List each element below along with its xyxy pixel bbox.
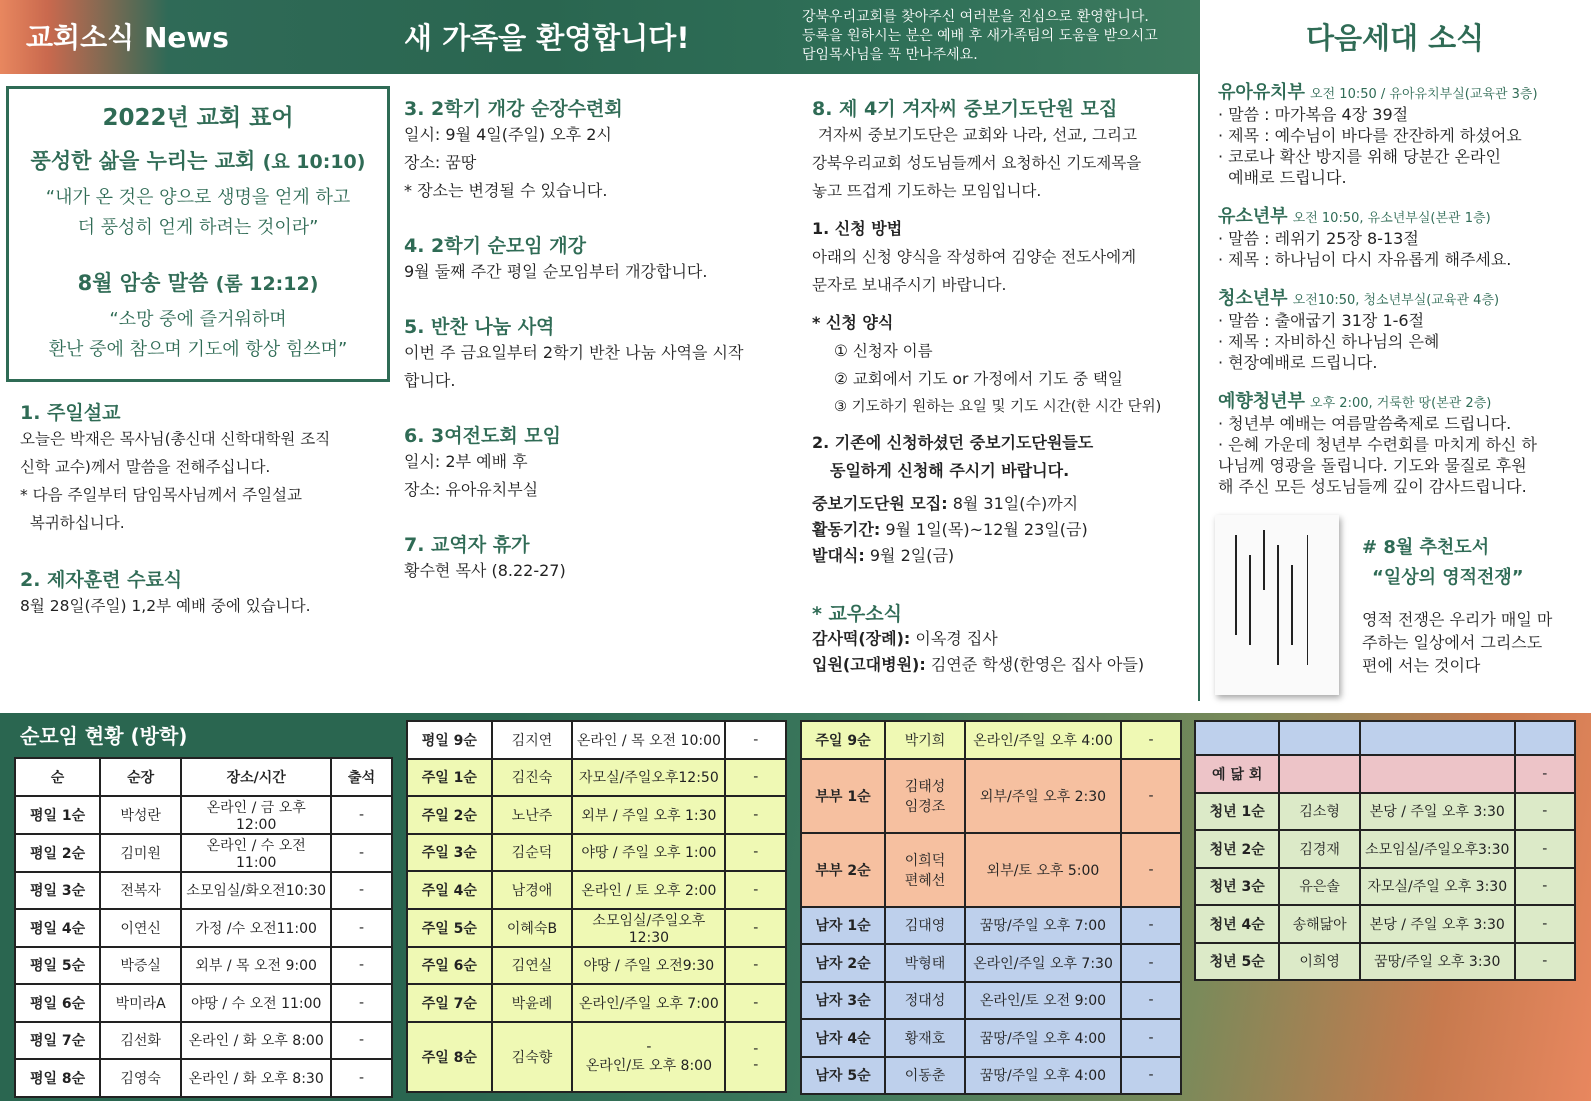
table-row — [407, 834, 786, 872]
book-name: “일상의 영적전쟁” — [1372, 567, 1524, 588]
church-motto-box — [6, 86, 390, 382]
attendance-cell: - — [725, 721, 786, 759]
group-name-cell: 평일 4순 — [15, 909, 100, 947]
leader-cell: 박기희 — [885, 721, 965, 759]
group-name-cell: 청년 4순 — [1195, 905, 1279, 943]
group-name-cell: 평일 8순 — [15, 1059, 100, 1097]
group-name-cell: 남자 2순 — [801, 944, 885, 982]
leader-cell: 이동춘 — [885, 1057, 965, 1095]
group-name-cell: 남자 3순 — [801, 982, 885, 1020]
attendance-cell: - — [331, 872, 392, 910]
group-name-cell: 예 닮 회 — [1195, 755, 1279, 793]
table-row — [1195, 793, 1575, 831]
place-time-cell: 야땅 / 주일 오후 1:00 — [572, 834, 725, 872]
table-row — [801, 907, 1181, 945]
group-name-cell: 주일 5순 — [407, 909, 492, 947]
attendance-cell: - — [331, 796, 392, 834]
group-table-4 — [1194, 720, 1576, 981]
leader-cell: 김선화 — [100, 1022, 181, 1060]
column-header: 순 — [15, 758, 100, 796]
attendance-cell: - — [1515, 868, 1575, 906]
place-time-cell: 온라인/주일 오후 7:30 — [965, 944, 1121, 982]
news-item: 5. 반찬 나눔 사역 이번 주 금요일부터 2학기 반찬 나눔 사역을 시작 합니다. — [404, 316, 744, 390]
prayer-dates: 중보기도단원 모집: 8월 31일(수)까지 활동기간: 9월 1일(목)~12월 23일(금) 발대식: 9월 2일(금) — [812, 494, 1088, 565]
leader-cell: 노난주 — [492, 796, 573, 834]
group-name-cell: 평일 7순 — [15, 1022, 100, 1060]
table-row — [801, 759, 1181, 833]
group-name-cell: 주일 3순 — [407, 834, 492, 872]
table-row — [407, 947, 786, 985]
leader-cell: 김대영 — [885, 907, 965, 945]
prayer-team-title: 8. 제 4기 겨자씨 중보기도단원 모집 — [812, 98, 1118, 120]
group-name-cell: 부부 2순 — [801, 833, 885, 907]
memory-verse-line: 환난 중에 참으며 기도에 항상 힘쓰며” — [48, 339, 348, 360]
column-header: 출석 — [331, 758, 392, 796]
dept-block: 청소년부 오전10:50, 청소년부실(교육관 4층) · 말씀 : 출애굽기 31장 1-6절 · 제목 : 자비하신 하나님의 은혜 · 현장예배로 드립니다. — [1218, 288, 1500, 372]
table-row — [15, 1059, 392, 1097]
news-item: 6. 3여전도회 모임 일시: 2부 예배 후 장소: 유아유치부실 — [404, 425, 562, 499]
place-time-cell: 온라인 / 금 오후 12:00 — [181, 796, 331, 834]
group-name-cell: 청년 1순 — [1195, 793, 1279, 831]
place-time-cell: 온라인 / 토 오후 2:00 — [572, 871, 725, 909]
group-name-cell: 남자 4순 — [801, 1019, 885, 1057]
place-time-cell: 온라인 / 화 오후 8:00 — [181, 1022, 331, 1060]
place-time-cell: 자모실/주일 오후 3:30 — [1360, 868, 1515, 906]
table-row — [15, 834, 392, 872]
attendance-cell: - — [1121, 944, 1181, 982]
attendance-cell: - — [1121, 1057, 1181, 1095]
place-time-cell: 꿈땅/주일 오후 3:30 — [1360, 943, 1515, 981]
leader-cell: 김숙향 — [492, 1022, 573, 1092]
leader-cell: 유은솔 — [1279, 868, 1359, 906]
news-title: 교회소식 News — [26, 21, 229, 54]
leader-cell: 김미원 — [100, 834, 181, 872]
leader-cell: 이연신 — [100, 909, 181, 947]
attendance-cell: - — [331, 1022, 392, 1060]
table-row — [801, 1057, 1181, 1095]
table-row — [407, 1022, 786, 1092]
attendance-cell: - — [1121, 721, 1181, 759]
leader-cell: 김태성 임경조 — [885, 759, 965, 833]
motto-verse-line: 더 풍성히 얻게 하려는 것이라” — [77, 217, 319, 238]
leader-cell: 박형태 — [885, 944, 965, 982]
place-time-cell: 온라인/주일 오후 4:00 — [965, 721, 1121, 759]
attendance-cell: - - — [725, 1022, 786, 1092]
welcome-text: 강북우리교회를 찾아주신 여러분을 진심으로 환영합니다. 등록을 원하시는 분은 예배 후 새가족팀의 도움을 받으시고 담임목사님을 꼭 만나주세요. — [802, 9, 1158, 63]
group-name-cell: 주일 6순 — [407, 947, 492, 985]
news-column-2 — [404, 94, 784, 611]
place-time-cell: 외부/주일 오후 2:30 — [965, 759, 1121, 833]
news-column-1 — [20, 398, 390, 646]
group-name-cell: 남자 5순 — [801, 1057, 885, 1095]
table-row — [407, 984, 786, 1022]
place-time-cell: 온라인 / 수 오전 11:00 — [181, 834, 331, 872]
table-header-row — [15, 758, 392, 796]
place-time-cell: - 온라인/토 오후 8:00 — [572, 1022, 725, 1092]
place-time-cell: 가정 /수 오전11:00 — [181, 909, 331, 947]
leader-cell: 송해닮아 — [1279, 905, 1359, 943]
book-cover-image — [1215, 515, 1339, 695]
group-name-cell: 주일 8순 — [407, 1022, 492, 1092]
attendance-cell: - — [331, 834, 392, 872]
place-time-cell: 본당 / 주일 오후 3:30 — [1360, 793, 1515, 831]
attendance-cell: - — [725, 834, 786, 872]
leader-cell: 박성란 — [100, 796, 181, 834]
leader-cell: 황재호 — [885, 1019, 965, 1057]
group-name-cell: 평일 6순 — [15, 984, 100, 1022]
attendance-cell: - — [725, 759, 786, 797]
leader-cell: 이희덕 편혜선 — [885, 833, 965, 907]
table-row — [15, 909, 392, 947]
place-time-cell: 소모임실/주일오후12:30 — [572, 909, 725, 947]
table-row — [15, 796, 392, 834]
attendance-cell — [1515, 721, 1575, 755]
table-row — [1195, 755, 1575, 793]
attendance-cell: - — [1515, 793, 1575, 831]
leader-cell: 이희영 — [1279, 943, 1359, 981]
table-row — [801, 982, 1181, 1020]
attendance-cell: - — [725, 796, 786, 834]
group-name-cell: 주일 7순 — [407, 984, 492, 1022]
group-name-cell: 평일 1순 — [15, 796, 100, 834]
table-row — [15, 947, 392, 985]
place-time-cell: 온라인 / 목 오전 10:00 — [572, 721, 725, 759]
table-row — [15, 1022, 392, 1060]
table-row — [15, 984, 392, 1022]
leader-cell: 김순덕 — [492, 834, 573, 872]
attendance-cell: - — [331, 1059, 392, 1097]
leader-cell: 김연실 — [492, 947, 573, 985]
attendance-cell: - — [725, 984, 786, 1022]
table-row — [407, 909, 786, 947]
column-header: 장소/시간 — [181, 758, 331, 796]
table-row — [801, 721, 1181, 759]
attendance-cell: - — [725, 947, 786, 985]
group-name-cell: 평일 5순 — [15, 947, 100, 985]
leader-cell: 김지연 — [492, 721, 573, 759]
attendance-cell: - — [1121, 833, 1181, 907]
member-news-title: * 교우소식 — [812, 603, 902, 625]
book-recommend-title: # 8월 추천도서 — [1362, 537, 1490, 558]
leader-cell: 박미라A — [100, 984, 181, 1022]
place-time-cell: 소모임실/화오전10:30 — [181, 872, 331, 910]
group-name-cell: 부부 1순 — [801, 759, 885, 833]
attendance-cell: - — [1121, 1019, 1181, 1057]
attendance-cell: - — [1121, 982, 1181, 1020]
news-column-3: 8. 제 4기 겨자씨 중보기도단원 모집 겨자씨 중보기도단은 교회와 나라, 선교, 그리고 강북우리교회 성도님들께서 요청하신 기도제목을 놓고 뜨겁게 기도하는 모임입니다. 1. 신청 방법 아래의 신청 양식을 작성하여 김양순 전도사에게 문자로 보내주시기 바랍니다. * 신청 양식 ① 신청자 이름 ② 교회에서 기도 or 가정에서 기도 중 택일 ③ 기도하기 원하는 요일 및 기도 시간(한 시간 단위) 2. 기존에 신청하셨던 중보기도단원들도 동일하게 신청해 주시기 바랍니다. 중보기도단원 모집: 8월 31일(수)까지 활동기간: 9월 1일(목)~12월 23일(금) 발대식: 9월 2일(금) * 교우소식 감사떡(장례): 이옥경 집사 입원(고대병원): 김연준 학생(한영은 집사 아들) — [812, 94, 1192, 678]
motto-verse-line: “내가 온 것은 양으로 생명을 얻게 하고 — [45, 187, 351, 208]
attendance-cell: - — [1515, 905, 1575, 943]
group-name-cell: 주일 1순 — [407, 759, 492, 797]
place-time-cell: 외부/토 오후 5:00 — [965, 833, 1121, 907]
next-gen-title: 다음세대 소식 — [1306, 21, 1485, 55]
group-table-2 — [406, 720, 787, 1093]
table-row — [1195, 830, 1575, 868]
dept-block: 유아유치부 오전 10:50 / 유아유치부실(교육관 3층) · 말씀 : 마가복음 4장 39절 · 제목 : 예수님이 바다를 잔잔하게 하셨어요 · 코로나 확산 방지를 위해 당분간 온라인 예배로 드립니다. — [1218, 82, 1538, 187]
group-status-title: 순모임 현황 (방학) — [20, 724, 188, 748]
leader-cell: 김경재 — [1279, 830, 1359, 868]
attendance-cell: - — [1515, 943, 1575, 981]
group-table-3 — [800, 720, 1182, 1095]
place-time-cell: 본당 / 주일 오후 3:30 — [1360, 905, 1515, 943]
column-header: 순장 — [100, 758, 181, 796]
next-gen-column — [1218, 78, 1586, 497]
attendance-cell: - — [1121, 759, 1181, 833]
attendance-cell: - — [1515, 830, 1575, 868]
attendance-cell: - — [725, 909, 786, 947]
memory-verse-title: 8월 암송 말씀 (롬 12:12) — [77, 271, 319, 295]
leader-cell: 김소형 — [1279, 793, 1359, 831]
attendance-cell: - — [331, 947, 392, 985]
group-name-cell: 평일 9순 — [407, 721, 492, 759]
leader-cell: 정대성 — [885, 982, 965, 1020]
place-time-cell: 꿈땅/주일 오후 7:00 — [965, 907, 1121, 945]
table-row — [801, 833, 1181, 907]
table-row — [15, 872, 392, 910]
place-time-cell: 외부 / 목 오전 9:00 — [181, 947, 331, 985]
place-time-cell: 소모임실/주일오후3:30 — [1360, 830, 1515, 868]
leader-cell: 이혜숙B — [492, 909, 573, 947]
group-name-cell: 남자 1순 — [801, 907, 885, 945]
group-name-cell: 주일 4순 — [407, 871, 492, 909]
group-name-cell: 주일 2순 — [407, 796, 492, 834]
attendance-cell: - — [725, 871, 786, 909]
place-time-cell: 온라인/토 오전 9:00 — [965, 982, 1121, 1020]
memory-verse-line: “소망 중에 즐거워하며 — [109, 309, 287, 330]
attendance-cell: - — [1121, 907, 1181, 945]
place-time-cell: 자모실/주일오후12:50 — [572, 759, 725, 797]
table-row — [801, 944, 1181, 982]
news-item: 1. 주일설교 오늘은 박재은 목사님(총신대 신학대학원 조직 신학 교수)께서 말씀을 전해주십니다. * 다음 주일부터 담임목사님께서 주일설교 복귀하십니다. — [20, 402, 331, 532]
table-row — [1195, 905, 1575, 943]
dept-block: 예향청년부 오후 2:00, 거룩한 땅(본관 2층) · 청년부 예배는 여름말씀축제로 드립니다. · 은혜 가운데 청년부 수련회를 마치게 하신 하 나님께 영광을 돌립니다. 기도와 물질로 후원 해 주신 모든 성도님들께 깊이 감사드립니다. — [1218, 391, 1537, 496]
group-name-cell: 청년 2순 — [1195, 830, 1279, 868]
group-name-cell — [1195, 721, 1279, 755]
news-item: 3. 2학기 개강 순장수련회 일시: 9월 4일(주일) 오후 2시 장소: 꿈땅 * 장소는 변경될 수 있습니다. — [404, 98, 623, 200]
leader-cell: 김영숙 — [100, 1059, 181, 1097]
leader-cell: 전복자 — [100, 872, 181, 910]
leader-cell: 남경애 — [492, 871, 573, 909]
table-row — [1195, 868, 1575, 906]
leader-cell: 박증실 — [100, 947, 181, 985]
table-row — [407, 721, 786, 759]
welcome-title: 새 가족을 환영합니다! — [404, 21, 690, 55]
group-name-cell: 평일 2순 — [15, 834, 100, 872]
group-name-cell: 청년 3순 — [1195, 868, 1279, 906]
table-row — [1195, 943, 1575, 981]
leader-cell — [1279, 721, 1359, 755]
group-name-cell: 주일 9순 — [801, 721, 885, 759]
group-name-cell: 평일 3순 — [15, 872, 100, 910]
news-item: 2. 제자훈련 수료식 8월 28일(주일) 1,2부 예배 중에 있습니다. — [20, 569, 311, 615]
place-time-cell: 꿈땅/주일 오후 4:00 — [965, 1057, 1121, 1095]
motto-slogan: 풍성한 삶을 누리는 교회 (요 10:10) — [30, 149, 366, 173]
motto-title: 2022년 교회 표어 — [102, 105, 294, 131]
table-row — [407, 796, 786, 834]
attendance-cell: - — [1515, 755, 1575, 793]
group-name-cell: 청년 5순 — [1195, 943, 1279, 981]
table-row — [407, 759, 786, 797]
place-time-cell — [1360, 755, 1515, 793]
news-item: 7. 교역자 휴가 황수현 목사 (8.22-27) — [404, 534, 566, 580]
table-row — [801, 1019, 1181, 1057]
attendance-cell: - — [331, 984, 392, 1022]
attendance-cell: - — [331, 909, 392, 947]
place-time-cell: 야땅 / 수 오전 11:00 — [181, 984, 331, 1022]
dept-block: 유소년부 오전 10:50, 유소년부실(본관 1층) · 말씀 : 레위기 25장 8-13절 · 제목 : 하나님이 다시 자유롭게 해주세요. — [1218, 206, 1512, 269]
table-row — [1195, 721, 1575, 755]
place-time-cell — [1360, 721, 1515, 755]
book-description: 영적 전쟁은 우리가 매일 마 주하는 일상에서 그리스도 편에 서는 것이다 — [1362, 610, 1553, 675]
table-row — [407, 871, 786, 909]
leader-cell: 김진숙 — [492, 759, 573, 797]
group-table-1 — [14, 757, 393, 1098]
place-time-cell: 외부 / 주일 오후 1:30 — [572, 796, 725, 834]
column-divider — [1198, 74, 1200, 701]
place-time-cell: 온라인 / 화 오후 8:30 — [181, 1059, 331, 1097]
place-time-cell: 꿈땅/주일 오후 4:00 — [965, 1019, 1121, 1057]
news-item: 4. 2학기 순모임 개강 9월 둘째 주간 평일 순모임부터 개강합니다. — [404, 235, 708, 281]
place-time-cell: 온라인/주일 오후 7:00 — [572, 984, 725, 1022]
place-time-cell: 야땅 / 주일 오전9:30 — [572, 947, 725, 985]
leader-cell: 박윤례 — [492, 984, 573, 1022]
leader-cell — [1279, 755, 1359, 793]
